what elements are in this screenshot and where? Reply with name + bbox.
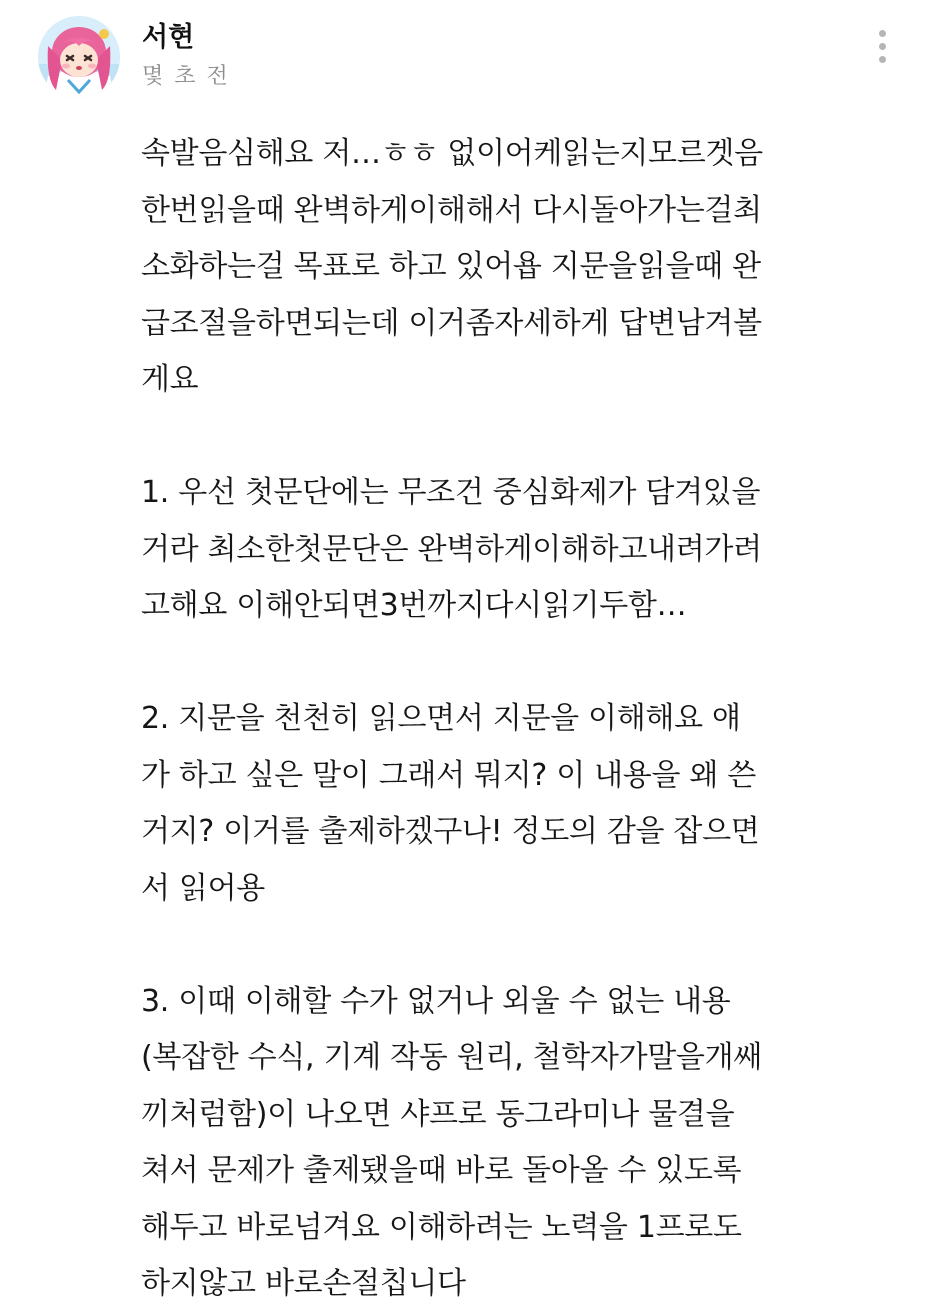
comment-line: 게요 <box>141 362 199 397</box>
comment-line: 한번읽을때 완벽하게이해해서 다시돌아가는걸최 <box>141 192 762 228</box>
comment-line: 속발음심해요 저…ㅎㅎ 없이어케읽는지모르겟음 <box>141 136 763 171</box>
comment-paragraph-step-3 <box>141 974 901 1313</box>
comment-paragraph-step-2 <box>141 691 901 917</box>
comment-line: 서 읽어용 <box>141 870 265 906</box>
comment-line: 급조절을하면되는데 이거좀자세하게 답변남겨볼 <box>141 305 762 341</box>
comment-line: 하지않고 바로손절칩니다 <box>141 1266 466 1301</box>
comment-line: 해두고 바로넘겨요 이해하려는 노력을 1프로도 <box>141 1209 742 1245</box>
comment-body <box>141 126 901 1313</box>
comment-line: 끼처럼함)이 나오면 샤프로 동그라미나 물결을 <box>141 1096 735 1132</box>
comment-line: 거지? 이거를 출제하겠구나! 정도의 감을 잡으면 <box>141 814 760 849</box>
comment-paragraph-intro <box>141 126 901 409</box>
paragraph-gap <box>141 635 901 692</box>
comment-line: 3. 이때 이해할 수가 없거나 외울 수 없는 내용 <box>141 983 731 1019</box>
comment-line: 가 하고 싶은 말이 그래서 뭐지? 이 내용을 왜 쓴 <box>141 757 756 793</box>
comment-line: 거라 최소한첫문단은 완벽하게이해하고내려가려 <box>141 531 762 567</box>
comment-line: 고해요 이해안되면3번까지다시읽기두함… <box>141 588 687 623</box>
comment-line: 1. 우선 첫문단에는 무조건 중심화제가 담겨있을 <box>141 475 761 510</box>
character-avatar-icon <box>38 16 120 98</box>
more-vertical-icon <box>879 30 886 37</box>
more-vertical-icon-dot-2 <box>879 43 886 50</box>
comment-line: (복잡한 수식, 기계 작동 원리, 철학자가말을개쌔 <box>141 1040 762 1075</box>
more-vertical-icon-dot-3 <box>879 56 886 63</box>
author-name[interactable]: 서현 <box>142 22 195 53</box>
comment-line: 쳐서 문제가 출제됐을때 바로 돌아올 수 있도록 <box>141 1153 742 1188</box>
comment-line: 2. 지문을 천천히 읽으면서 지문을 이해해요 얘 <box>141 701 741 736</box>
comment-line: 소화하는걸 목표로 하고 있어욥 지문을읽을때 완 <box>141 249 761 284</box>
comment-paragraph-step-1 <box>141 465 901 635</box>
paragraph-gap <box>141 409 901 466</box>
comment-timestamp: 몇 초 전 <box>142 64 230 89</box>
paragraph-gap <box>141 917 901 974</box>
comment-header <box>0 0 928 110</box>
more-options-button[interactable] <box>866 26 898 66</box>
avatar[interactable] <box>38 16 120 98</box>
